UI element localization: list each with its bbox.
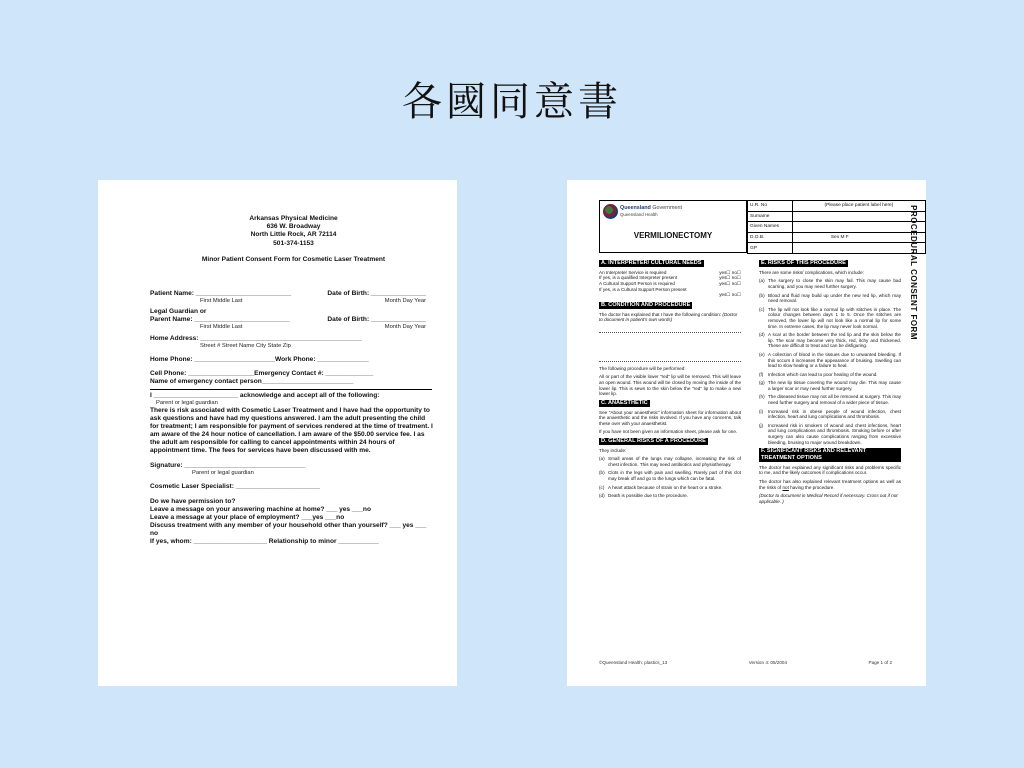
item-text: Clots in the legs with pain and swelling. Rarely part of this clot may break off and go to the lungs which can be fatal. xyxy=(608,470,741,482)
gp-value[interactable] xyxy=(792,243,925,254)
patient-name-sublabel: First Middle Last xyxy=(200,297,243,304)
address-sublabel: Street # Street Name City State Zip xyxy=(200,342,291,349)
item-number: (g) xyxy=(759,380,765,386)
item-number: (d) xyxy=(599,493,605,499)
procedure-risk-item xyxy=(759,293,901,304)
footer-version: Version 4: 05/2004 xyxy=(748,660,788,665)
footer-copyright: ©Queensland Health: plastics_13 xyxy=(599,660,668,665)
emergency-contact-name: Name of emergency contact person_________________________ xyxy=(150,377,354,385)
treatment-options-emphasis: not xyxy=(782,484,789,490)
section-a-heading: A. INTERPRETER/ CULTURAL NEEDS xyxy=(601,260,702,266)
sex-field: Sex M F xyxy=(792,232,925,243)
procedure-risk-item xyxy=(759,307,901,329)
item-text: The lip will not look like a normal lip with stitches in place. The colour changes between days 1 to 5. Once the stitches are removed, the lower lip will not look like a normal lip for some time. In extreme cases, the lip may never look normal. xyxy=(768,306,901,329)
patient-dob-sublabel: Month Day Year xyxy=(384,297,426,304)
item-text: The surgery to close the skin may fail. This may cause bad scarring, and you may need further surgery. xyxy=(768,278,901,289)
procedure-risk-item xyxy=(759,380,901,391)
signature-sublabel: Parent or legal guardian xyxy=(192,469,254,476)
guardian-name-sublabel: First Middle Last xyxy=(200,323,243,330)
cultural-present-text: If yes, is a Cultural Support Person present xyxy=(599,286,687,292)
doctor-instruction: (Doctor to document in Medical Record if necessary. Cross out if not applicable. ) xyxy=(759,493,898,504)
item-text: Infection which can lead to poor healing of the wound. xyxy=(768,371,878,377)
item-number: (h) xyxy=(759,394,765,400)
treatment-options-part2: having the procedure. xyxy=(790,484,835,490)
gov-name xyxy=(620,205,682,211)
queensland-consent-form xyxy=(567,180,926,686)
clinic-phone: 501-374-1153 xyxy=(273,239,314,247)
item-number: (f) xyxy=(759,371,764,377)
clinic-name: Arkansas Physical Medicine xyxy=(249,215,338,222)
general-risk-item xyxy=(599,456,741,467)
cultural-present-checkbox[interactable]: yes☐ no☐ xyxy=(719,292,741,298)
left-column xyxy=(599,260,741,502)
interpreter-required-checkbox[interactable]: yes☐ no☐ xyxy=(719,269,741,275)
anaesthetic-info: See "About your anaesthetic" information sheet for information about the anaesthetic and the risks involved. If you have any concerns, talk these over with your anaesthetist. xyxy=(599,409,741,426)
section-divider xyxy=(150,389,432,390)
section-d-heading: D. GENERAL RISKS OF A PROCEDURE xyxy=(601,437,706,444)
procedure-risk-item xyxy=(759,372,901,378)
surname-label: Surname xyxy=(748,211,793,222)
item-text: A heart attack because of strain on the heart or a stroke. xyxy=(608,484,723,490)
gov-name-main: Queensland xyxy=(620,205,651,211)
gov-name-suffix: Government xyxy=(652,205,683,211)
item-number: (i) xyxy=(759,408,764,414)
general-risks-intro: They include: xyxy=(599,447,627,453)
section-c-heading: C. ANAESTHETIC xyxy=(601,399,648,406)
procedure-risk-item xyxy=(759,332,901,349)
given-names-value[interactable] xyxy=(792,222,925,233)
procedure-description: All or part of the visible lower "red" lip will be removed. This will leave an open wound. This wound will be closed by moving the inside of the lower lip. This is sewn to the skin below the "red" lip to make a new lower lip. xyxy=(599,374,741,397)
cultural-required-row xyxy=(599,281,741,287)
arkansas-consent-form xyxy=(98,180,457,686)
item-number: (b) xyxy=(759,292,765,298)
treatment-options-part1: The doctor has also explained relevant treatment options as well as the risks of xyxy=(759,479,901,490)
procedure-statement: The following procedure will be performed: xyxy=(599,365,686,371)
specialist-field: Cosmetic Laser Specialist: _______________________ xyxy=(150,482,321,490)
permission-household: Discuss treatment with any member of your household other than yourself? ___ yes ___ no xyxy=(150,521,427,537)
item-text: A scar at the border between the red lip and the skin below the lip. The scar may become very thick, red, itchy and thickened. These are difficult to treat and can be disfiguring. xyxy=(768,332,901,349)
cell-emergency-fields: Cell Phone: __________________Emergency Contact #: _____________ xyxy=(150,369,374,377)
phone-fields: Home Phone: ______________________Work Phone: ______________ xyxy=(150,355,369,363)
clinic-header xyxy=(150,215,437,248)
procedure-risk-item xyxy=(759,409,901,420)
form-footer xyxy=(599,660,892,665)
slide-title: 各國同意書 xyxy=(402,79,622,125)
acknowledge-line: I _______________________ acknowledge and accept all of the following: xyxy=(150,391,380,399)
item-number: (c) xyxy=(599,484,605,490)
procedure-title: VERMILIONECTOMY xyxy=(633,231,713,240)
gp-label: GP xyxy=(748,243,793,254)
condition-text xyxy=(599,312,741,323)
permission-work-message: Leave a message at your place of employment? ___yes ___no xyxy=(150,513,345,521)
patient-label-table xyxy=(747,200,926,254)
footer-page: Page 1 of 2 xyxy=(868,660,892,665)
condition-line-1[interactable] xyxy=(599,326,741,333)
health-dept: Queensland Health xyxy=(620,212,658,217)
procedure-risks-intro: There are some risks/ complications, which include: xyxy=(759,269,864,275)
treatment-options-text xyxy=(759,479,901,490)
clinic-city: North Little Rock, AR 72114 xyxy=(250,231,337,239)
patient-dob-field: Date of Birth: _______________ xyxy=(327,289,426,297)
item-number: (a) xyxy=(759,278,765,284)
item-text: Increased risk in obese people of wound infection, chest infection, heart and lung complications and thrombosis. xyxy=(768,408,901,420)
item-text: Blood and fluid may build up under the new red lip, which may need removal. xyxy=(768,292,901,304)
procedure-risk-item xyxy=(759,394,901,405)
item-number: (j) xyxy=(759,422,764,428)
queensland-logo-icon xyxy=(603,204,618,219)
surname-value[interactable] xyxy=(792,211,925,222)
item-number: (e) xyxy=(759,351,765,357)
general-risk-item xyxy=(599,470,741,481)
procedure-risk-item xyxy=(759,278,901,289)
item-number: (d) xyxy=(759,332,765,338)
interpreter-present-text: If yes, is a qualified Interpreter present xyxy=(599,275,678,281)
section-e-heading: E. RISKS OF THIS PROCEDURE xyxy=(761,260,846,266)
clinic-street: 636 W. Broadway xyxy=(266,223,321,231)
acknowledgement-paragraph: There is risk associated with Cosmetic Laser Treatment and I have had the opportunity to ask questions and have had my questions answered. I am the adult presenting the child for treatment; I am responsible for payment of services rendered at the time of treatment. I am aware of the 24 hour notice of cancellation. I am aware of the $50.00 service fee. I as the adult am responsible for calling to cancel appointments within 24 hours of appointment time. The fees for services have been discussed with me. xyxy=(150,406,433,454)
item-number: (a) xyxy=(599,456,605,462)
cultural-required-checkbox[interactable]: yes☐ no☐ xyxy=(719,280,741,286)
ur-no-label: U.R. No xyxy=(748,201,793,212)
guardian-dob-field: Date of Birth: _______________ xyxy=(327,315,426,323)
procedure-risk-item xyxy=(759,352,901,369)
condition-instruction: (Doctor to document in patient's own words) xyxy=(599,311,738,323)
item-text: The diseased tissue may not all be removed at surgery. This may need further surgery and removal of a wider piece of tissue. xyxy=(768,394,901,406)
form-header-box xyxy=(599,200,747,253)
form-title: Minor Patient Consent Form for Cosmetic Laser Treatment xyxy=(201,255,386,263)
guardian-label: Legal Guardian or xyxy=(150,307,207,315)
guardian-dob-sublabel: Month Day Year xyxy=(384,323,426,330)
guardian-name-field: Parent Name: __________________________ xyxy=(150,315,290,323)
patient-name-field: Patient Name: __________________________ xyxy=(150,289,292,297)
item-number: (b) xyxy=(599,470,605,476)
general-risk-item xyxy=(599,485,741,491)
general-risk-item xyxy=(599,493,741,499)
item-text: Small areas of the lungs may collapse, increasing the risk of chest infection. This may need antibiotics and physiotherapy. xyxy=(608,456,741,467)
item-text: Death is possible due to the procedure. xyxy=(608,493,688,499)
procedural-consent-vertical-title: PROCEDURAL CONSENT FORM xyxy=(909,205,918,340)
condition-line-2[interactable] xyxy=(599,355,741,362)
permission-question: Do we have permission to? xyxy=(150,497,236,505)
cultural-required-text: A Cultural Support Person is required xyxy=(599,280,675,286)
item-text: The new lip tissue covering the wound may die. This may cause a larger scar or may need further surgery. xyxy=(768,380,901,391)
item-number: (c) xyxy=(759,306,765,312)
home-address-field: Home Address: ____________________________________________ xyxy=(150,334,362,342)
anaesthetic-request: If you have not been given an information sheet, please ask for one. xyxy=(599,429,738,435)
permission-whom: If yes, whom: ____________________ Relationship to minor ___________ xyxy=(150,537,379,545)
item-text: Increased risk in smokers of wound and chest infections, heart and lung complications and thrombosis. Smoking before or after surgery can also cause complications ranging from excessive bleeding, bruising to major wound breakdown. xyxy=(768,422,901,445)
dob-label: D.O.B. xyxy=(748,232,793,243)
permission-home-message: Leave a message on your answering machine at home? ___ yes ___no xyxy=(150,505,371,513)
right-column xyxy=(759,260,901,507)
procedure-risk-item xyxy=(759,423,901,445)
section-b-heading: B. CONDITION AND PROCEDURE xyxy=(601,301,691,308)
given-names-label: Given Names xyxy=(748,222,793,233)
acknowledge-sublabel: Parent or legal guardian xyxy=(156,399,218,406)
item-text: A collection of blood in the tissues due to unwanted bleeding. If this occurs it increases the appearance of bruising. Swelling can lead to slow healing or a failure to heal. xyxy=(768,351,901,369)
section-f-heading: F. SIGNIFICANT RISKS AND RELEVANT TREATMENT OPTIONS xyxy=(759,448,901,462)
significant-risks-text: The doctor has explained any significant risks and problems specific to me, and the likely outcomes if complications occur. xyxy=(759,464,901,476)
signature-field: Signature: _________________________________ xyxy=(150,461,306,469)
interpreter-required-text: An Interpreter Service is required xyxy=(599,269,667,275)
condition-statement: The doctor has explained that I have the following condition: xyxy=(599,311,722,317)
patient-label-note: (Please place patient label here) xyxy=(792,201,925,212)
interpreter-present-checkbox[interactable]: yes☐ no☐ xyxy=(719,275,741,281)
